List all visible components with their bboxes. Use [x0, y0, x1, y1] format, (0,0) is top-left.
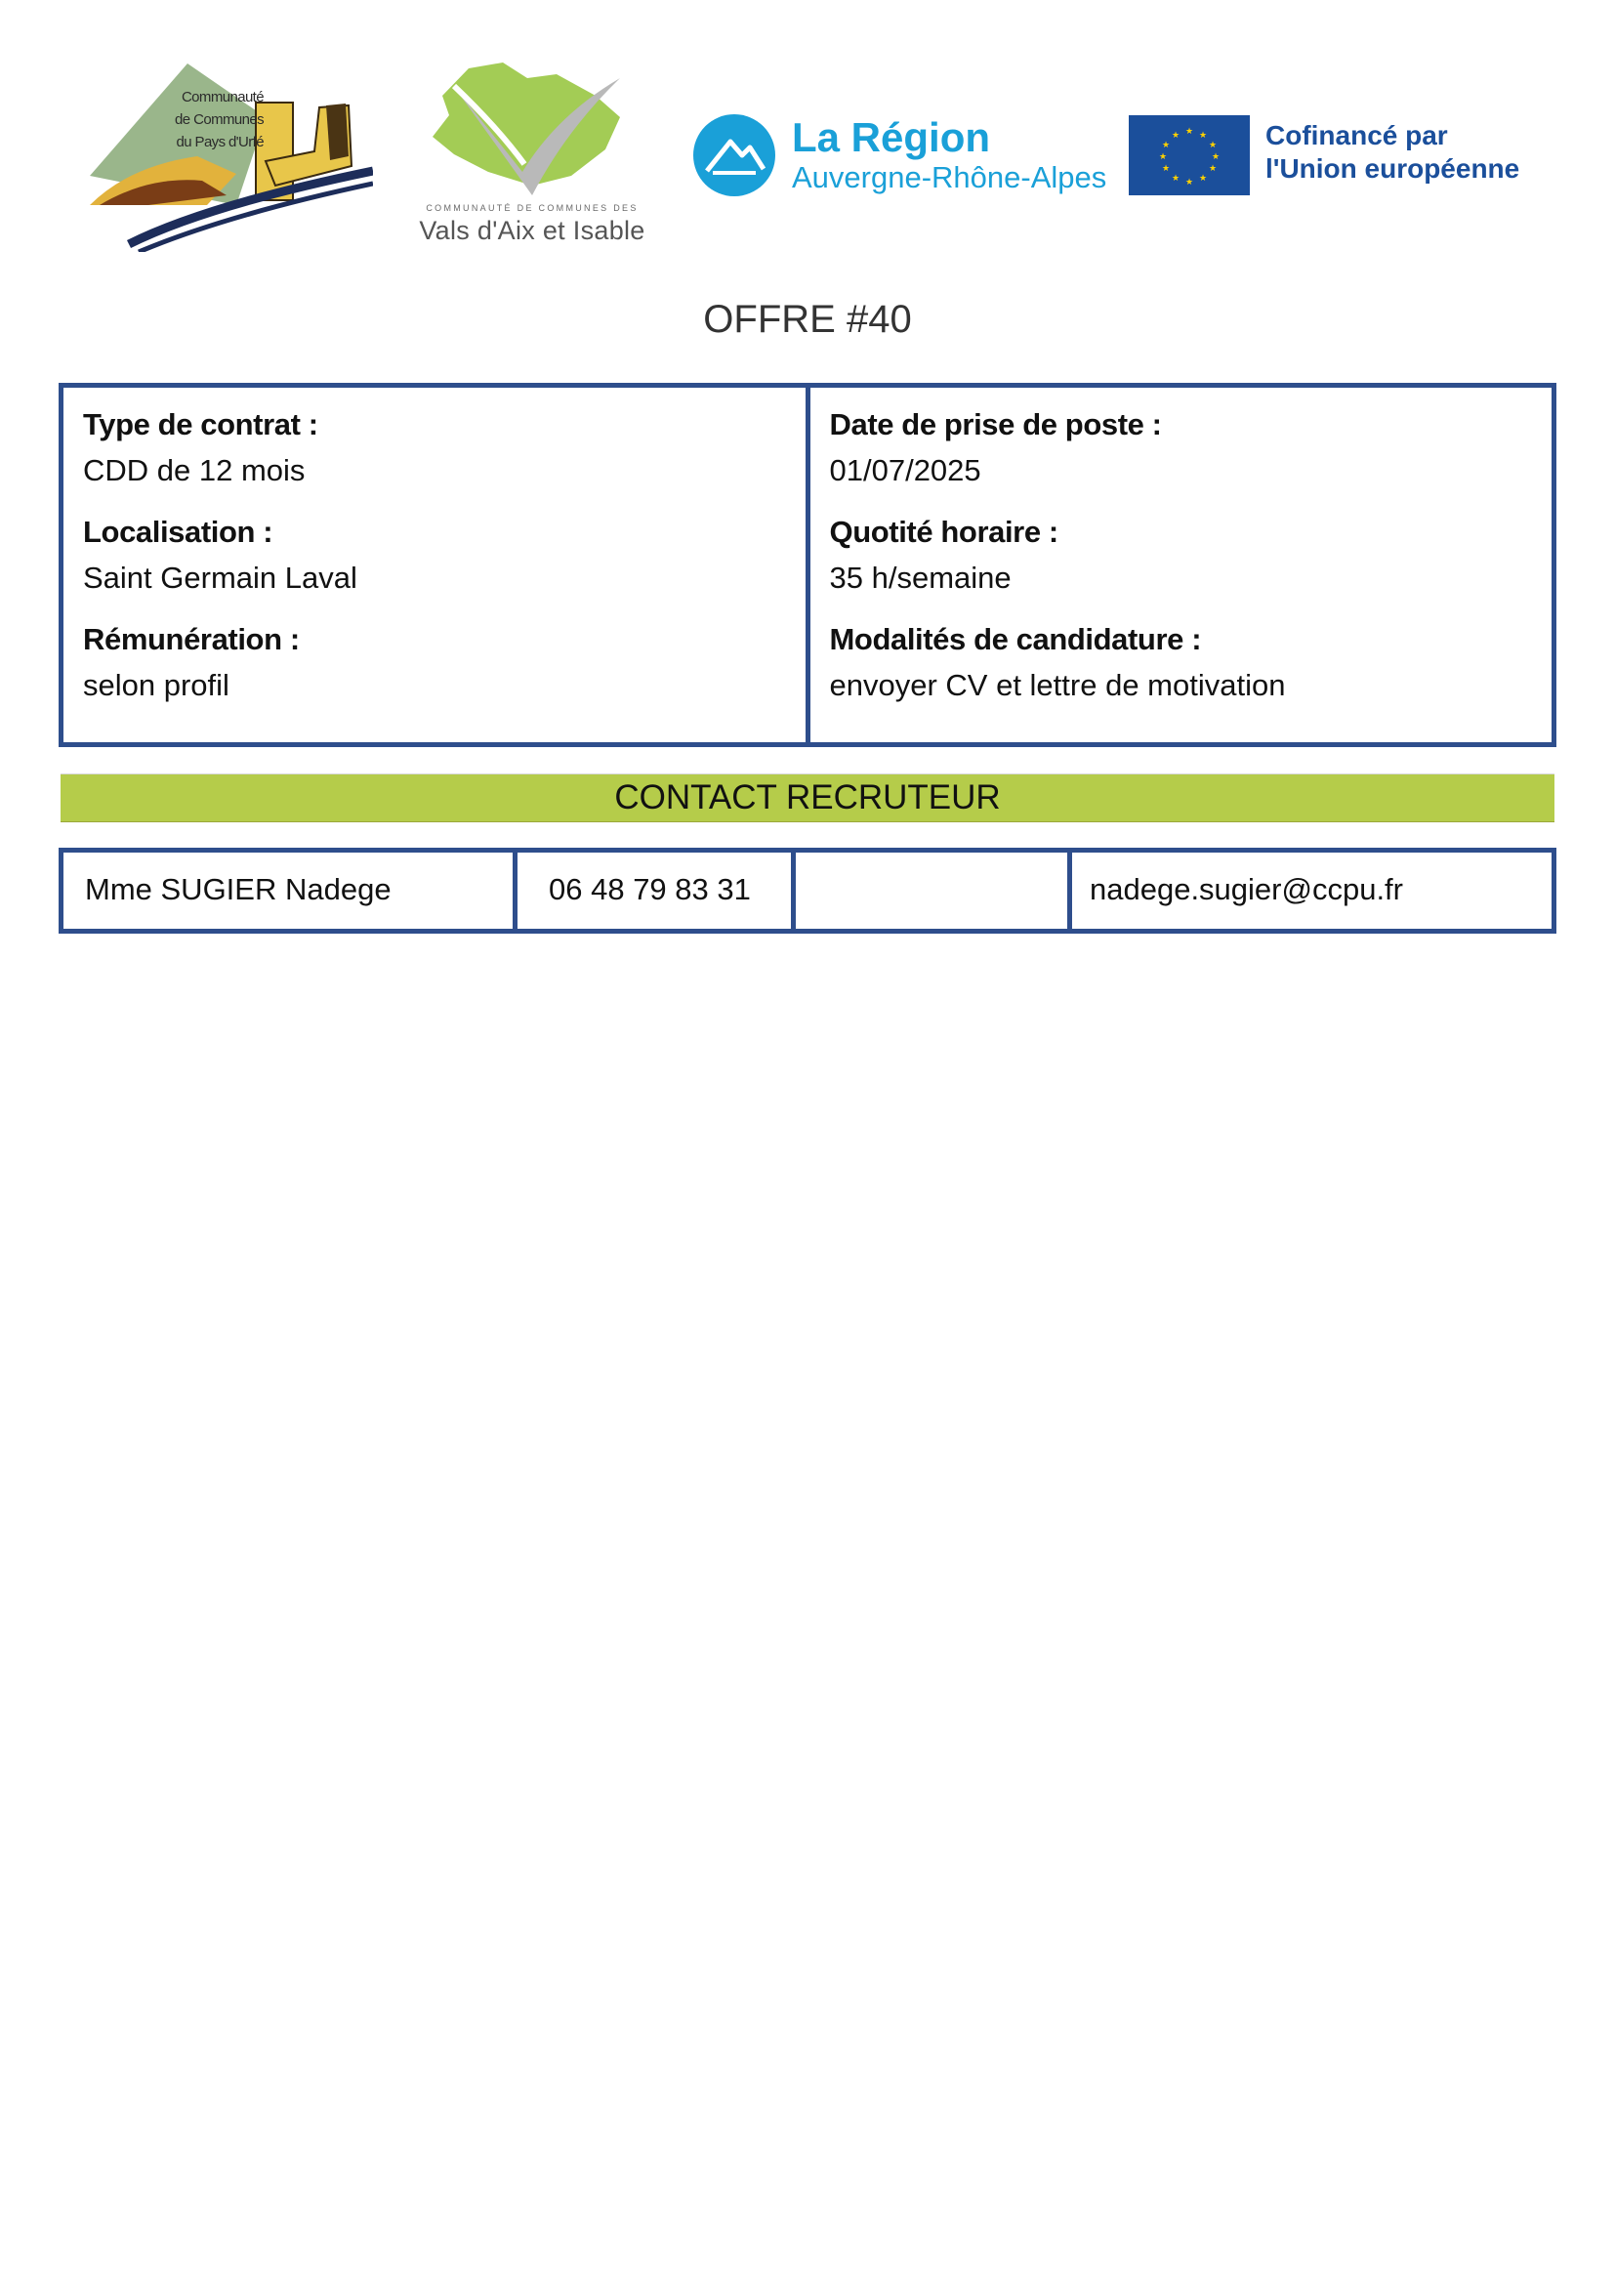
eu-flag-icon — [1129, 115, 1250, 195]
salary-label: Rémunération : — [83, 622, 300, 656]
region-mountain-icon — [691, 112, 779, 200]
ccpu-line-1: Communauté — [181, 89, 264, 105]
salary-value: selon profil — [83, 668, 229, 702]
ccpu-line-3: du Pays d'Urfé — [176, 134, 264, 150]
working-hours-value: 35 h/semaine — [829, 561, 1012, 595]
eu-logo — [1129, 113, 1558, 197]
region-logo — [691, 112, 1121, 200]
offer-title: OFFRE #40 — [703, 298, 912, 341]
svg-text:★: ★ — [1171, 131, 1180, 141]
contact-recruiter-header: CONTACT RECRUTEUR — [61, 773, 1554, 822]
offer-details-table — [59, 383, 1556, 747]
vals-map-icon — [395, 57, 669, 203]
svg-text:★: ★ — [1161, 164, 1171, 174]
location-value: Saint Germain Laval — [83, 561, 357, 595]
eu-logo-line-2: l'Union européenne — [1265, 153, 1520, 184]
vals-logo-name: Vals d'Aix et Isable — [419, 216, 645, 245]
svg-text:★: ★ — [1198, 174, 1208, 184]
ccpu-logo — [90, 59, 373, 252]
application-method-value: envoyer CV et lettre de motivation — [829, 668, 1286, 702]
svg-text:★: ★ — [1161, 141, 1171, 150]
region-logo-title: La Région — [792, 114, 991, 160]
application-method-label: Modalités de candidature : — [829, 622, 1202, 656]
vals-logo-small-text: COMMUNAUTÉ DE COMMUNES DES — [426, 203, 639, 213]
location-label: Localisation : — [83, 515, 273, 549]
vals-logo — [395, 57, 669, 252]
contact-phone[interactable]: 06 48 79 83 31 — [513, 853, 791, 929]
svg-text:★: ★ — [1171, 174, 1180, 184]
ccpu-line-2: de Communes — [175, 111, 264, 128]
contract-type-label: Type de contrat : — [83, 407, 318, 441]
contact-table — [59, 848, 1556, 934]
contact-name: Mme SUGIER Nadege — [85, 872, 392, 906]
eu-logo-line-1: Cofinancé par — [1265, 120, 1448, 150]
svg-text:★: ★ — [1184, 127, 1194, 137]
svg-text:★: ★ — [1158, 152, 1168, 162]
svg-text:★: ★ — [1211, 152, 1221, 162]
offer-details-left-column — [63, 388, 806, 742]
contract-type-value: CDD de 12 mois — [83, 453, 306, 487]
region-logo-subtitle: Auvergne-Rhône-Alpes — [792, 160, 1107, 194]
svg-text:★: ★ — [1184, 178, 1194, 188]
start-date-label: Date de prise de poste : — [829, 407, 1162, 441]
contact-email[interactable]: nadege.sugier@ccpu.fr — [1067, 853, 1552, 929]
contact-extra-cell — [791, 853, 1067, 929]
eu-logo-text — [1265, 119, 1519, 186]
svg-text:★: ★ — [1208, 164, 1218, 174]
offer-details-right-column — [806, 388, 1553, 742]
svg-text:★: ★ — [1198, 131, 1208, 141]
start-date-value: 01/07/2025 — [829, 453, 981, 487]
svg-text:★: ★ — [1208, 141, 1218, 150]
ccpu-logo-text — [156, 86, 264, 153]
working-hours-label: Quotité horaire : — [829, 515, 1058, 549]
